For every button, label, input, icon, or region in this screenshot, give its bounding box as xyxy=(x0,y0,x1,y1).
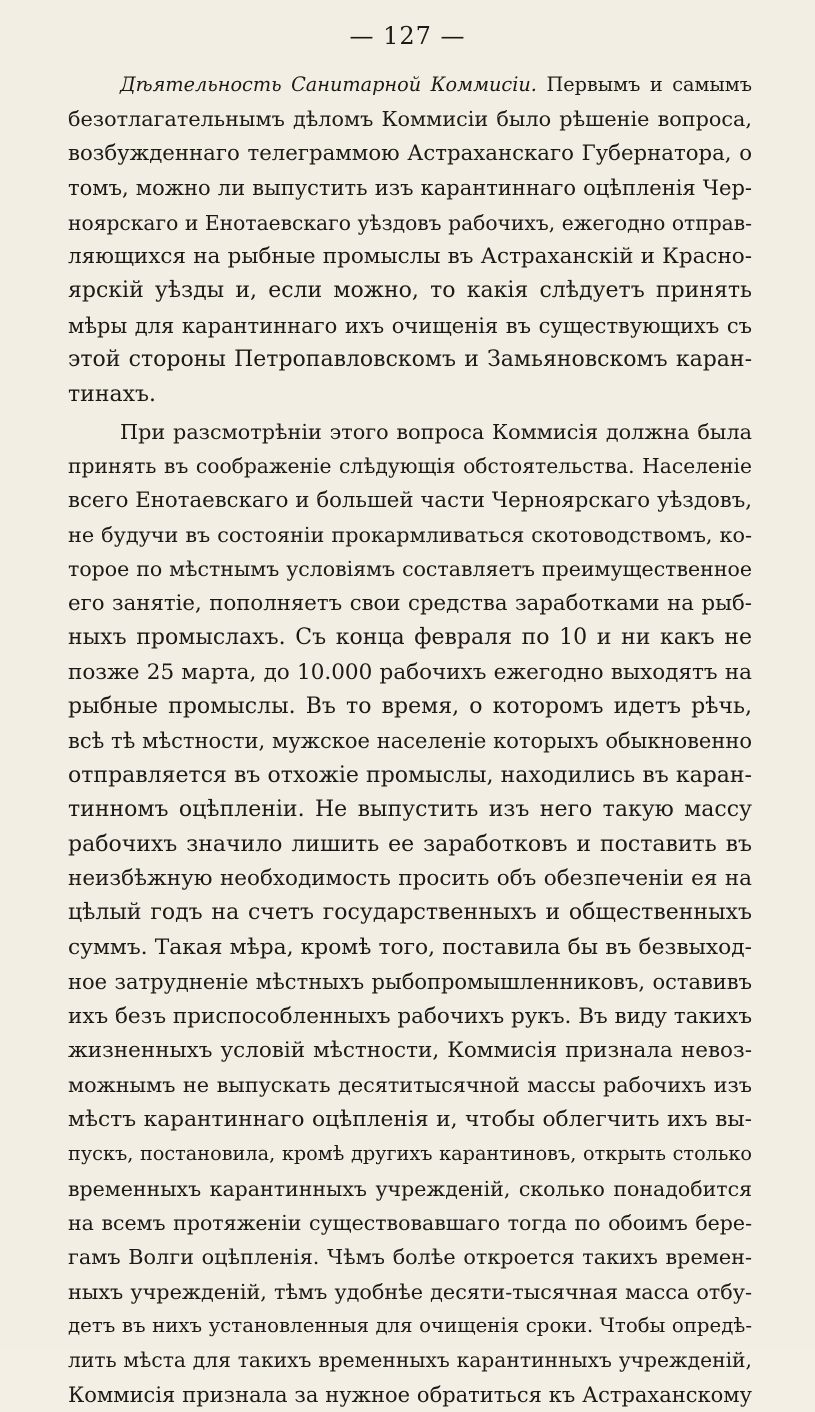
text-line: лить мѣста для такихъ временныхъ карантинныхъ учрежденiй, xyxy=(68,1348,752,1373)
text-line: этой стороны Петропавловскомъ и Замьяновскомъ каран- xyxy=(68,347,752,373)
text-line: гамъ Волги оцѣпленiя. Чѣмъ болѣе откроется такихъ времен- xyxy=(68,1245,752,1270)
text-line: ляющихся на рыбные промыслы въ Астраханскiй и Красно- xyxy=(68,243,752,269)
text-line: неизбѣжную необходимость просить объ обезпеченiи ея на xyxy=(68,865,752,891)
text-line-content: Первымъ и самымъ xyxy=(546,73,752,96)
page-number: — 127 — xyxy=(349,22,466,50)
text-line: позже 25 марта, до 10.000 рабочихъ ежегодно выходятъ на xyxy=(68,659,752,685)
body-text xyxy=(68,68,752,1412)
text-line: можнымъ не выпускать десятитысячной массы рабочихъ изъ xyxy=(68,1073,752,1098)
paragraph xyxy=(68,68,752,412)
text-line: суммъ. Такая мѣра, кромѣ того, поставила бы въ безвыход- xyxy=(68,934,752,960)
text-line: рабочихъ значило лишить ее заработковъ и поставить въ xyxy=(68,831,752,857)
text-line: отправляется въ отхожiе промыслы, находились въ каран- xyxy=(68,762,752,788)
text-line: ярскiй уѣзды и, если можно, то какiя слѣдуетъ принять xyxy=(68,278,752,304)
text-line: безотлагательнымъ дѣломъ Коммисiи было рѣшенiе вопроса, xyxy=(68,107,752,132)
text-line: возбужденнаго телеграммою Астраханскаго Губернатора, о xyxy=(68,140,752,166)
text-line: принять въ соображенiе слѣдующiя обстоятельства. Населенiе xyxy=(68,454,752,479)
text-line: всѣ тѣ мѣстности, мужское населенiе которыхъ обыкновенно xyxy=(68,729,752,754)
text-line: При разсмотрѣнiи этого вопроса Коммисiя должна была xyxy=(120,419,752,444)
text-line: ныхъ промыслахъ. Съ конца февраля по 10 и ни какъ не xyxy=(68,625,752,651)
text-line: детъ въ нихъ установленныя для очищенiя сроки. Чтобы опредѣ- xyxy=(68,1314,752,1338)
text-line: его занятiе, пополняетъ свои средства заработками на рыб- xyxy=(68,590,752,616)
text-line: торое по мѣстнымъ условiямъ составляетъ преимущественное xyxy=(68,557,752,582)
paragraph xyxy=(68,415,752,1412)
text-line: Коммисiя признала за нужное обратиться къ Астраханскому xyxy=(68,1382,752,1407)
text-line: ныхъ учрежденiй, тѣмъ удобнѣе десяти-тысячная масса отбу- xyxy=(68,1279,752,1304)
text-line: мѣры для карантиннаго ихъ очищенiя въ существующихъ съ xyxy=(68,313,752,338)
text-line: тинномъ оцѣпленiи. Не выпустить изъ него такую массу xyxy=(68,797,752,823)
paragraph-heading: Дѣятельность Санитарной Коммисiи. xyxy=(120,73,537,96)
text-line: временныхъ карантинныхъ учрежденiй, сколько понадобится xyxy=(68,1176,752,1201)
text-line: мѣстъ карантиннаго оцѣпленiя и, чтобы облегчить ихъ вы- xyxy=(68,1106,752,1132)
text-line: ное затрудненiе мѣстныхъ рыбопромышленниковъ, оставивъ xyxy=(68,970,752,995)
text-line: на всемъ протяженiи существовавшаго тогда по обоимъ бере- xyxy=(68,1210,752,1235)
text-line: цѣлый годъ на счетъ государственныхъ и общественныхъ xyxy=(68,900,752,926)
text-line: томъ, можно ли выпустить изъ карантиннаго оцѣпленiя Чер- xyxy=(68,176,752,201)
text-line: тинахъ. xyxy=(68,381,157,407)
text-line: не будучи въ состоянiи прокармливаться скотоводствомъ, ко- xyxy=(68,523,752,548)
text-line: ноярскаго и Енотаевскаго уѣздовъ рабочихъ, ежегодно отправ- xyxy=(68,210,752,235)
text-line xyxy=(68,68,752,102)
text-line: ихъ безъ приспособленныхъ рабочихъ рукъ. Въ виду такихъ xyxy=(68,1003,752,1029)
text-line: рыбные промыслы. Въ то время, о которомъ идетъ рѣчь, xyxy=(68,694,752,720)
text-line: пускъ, постановила, кромѣ другихъ карантиновъ, открыть столько xyxy=(68,1142,752,1166)
text-line: всего Енотаевскаго и большей части Черноярскаго уѣздовъ, xyxy=(68,487,752,513)
text-line: жизненныхъ условiй мѣстности, Коммисiя признала невоз- xyxy=(68,1037,752,1063)
